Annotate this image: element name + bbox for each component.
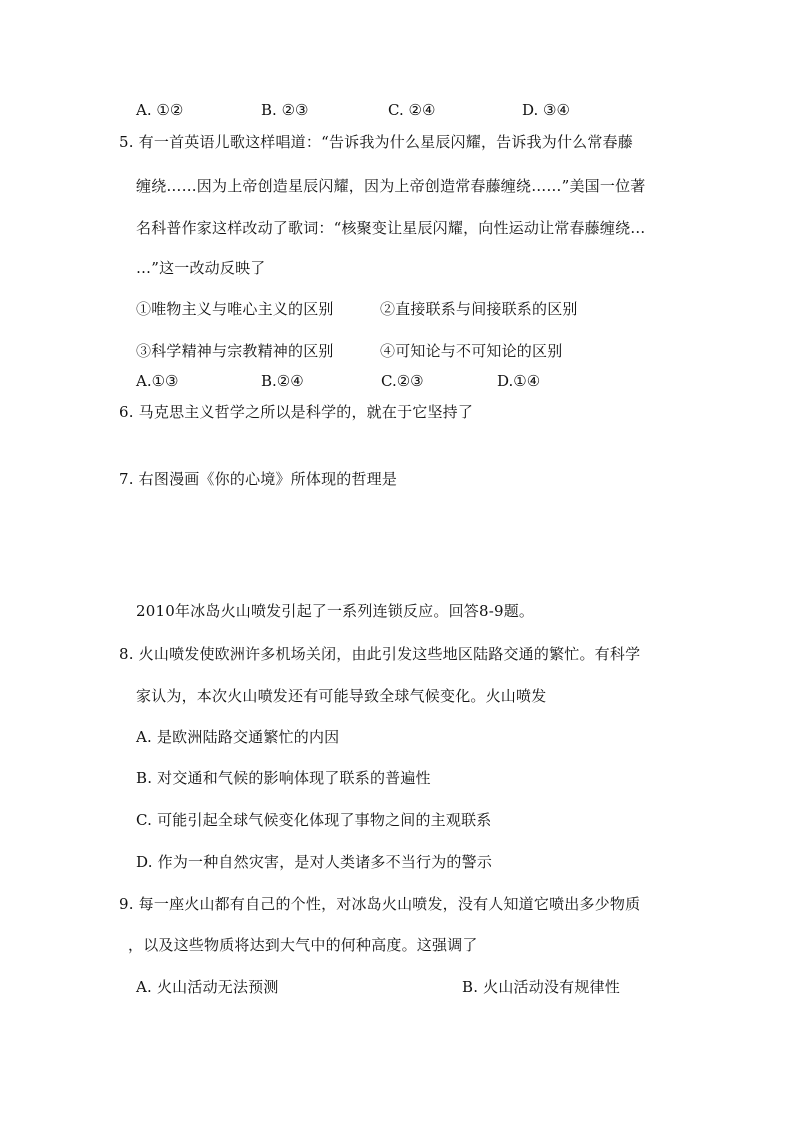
question-6: 6. 马克思主义哲学之所以是科学的，就在于它坚持了	[119, 403, 474, 421]
q9-stem-line-1: 9. 每一座火山都有自己的个性，对冰岛火山喷发，没有人知道它喷出多少物质	[119, 895, 641, 913]
q5-option-d: D.①④	[497, 372, 541, 390]
q5-option-b: B.②④	[261, 372, 304, 390]
q8-stem-line-2: 家认为，本次火山喷发还有可能导致全球气候变化。火山喷发	[136, 687, 547, 705]
q5-stem-line-3: 名科普作家这样改动了歌词：“核聚变让星辰闪耀，向性运动让常春藤缠绕…	[136, 219, 646, 237]
q8-option-c: C. 可能引起全球气候变化体现了事物之间的主观联系	[136, 811, 492, 829]
section-intro: 2010年冰岛火山喷发引起了一系列连锁反应。回答8-9题。	[136, 602, 535, 620]
q8-option-d: D. 作为一种自然灾害，是对人类诸多不当行为的警示	[136, 853, 493, 871]
question-7: 7. 右图漫画《你的心境》所体现的哲理是	[119, 470, 398, 488]
q5-stem-line-4: …”这一改动反映了	[136, 259, 266, 277]
q5-choice-2: ②直接联系与间接联系的区别	[380, 300, 578, 318]
q5-choice-1: ①唯物主义与唯心主义的区别	[136, 300, 334, 318]
q8-stem-line-1: 8. 火山喷发使欧洲许多机场关闭，由此引发这些地区陆路交通的繁忙。有科学	[119, 645, 641, 663]
q5-stem-line-2: 缠绕……因为上帝创造星辰闪耀，因为上帝创造常春藤缠绕……”美国一位著	[136, 177, 646, 195]
q5-stem-line-1: 5. 有一首英语儿歌这样唱道：“告诉我为什么星辰闪耀，告诉我为什么常春藤	[119, 133, 633, 151]
q8-option-b: B. 对交通和气候的影响体现了联系的普遍性	[136, 769, 431, 787]
q4-option-a: A. ①②	[136, 101, 184, 119]
q5-choice-4: ④可知论与不可知论的区别	[380, 342, 563, 360]
q8-option-a: A. 是欧洲陆路交通繁忙的内因	[136, 728, 340, 746]
q9-stem-line-2: ，以及这些物质将达到大气中的何种高度。这强调了	[128, 936, 478, 954]
q5-option-c: C.②③	[381, 372, 424, 390]
q5-choice-3: ③科学精神与宗教精神的区别	[136, 342, 334, 360]
q4-option-d: D. ③④	[522, 101, 570, 119]
q5-option-a: A.①③	[136, 372, 179, 390]
q4-option-b: B. ②③	[261, 101, 309, 119]
q9-option-a: A. 火山活动无法预测	[136, 978, 279, 996]
q4-option-c: C. ②④	[388, 101, 436, 119]
q9-option-b: B. 火山活动没有规律性	[462, 978, 620, 996]
